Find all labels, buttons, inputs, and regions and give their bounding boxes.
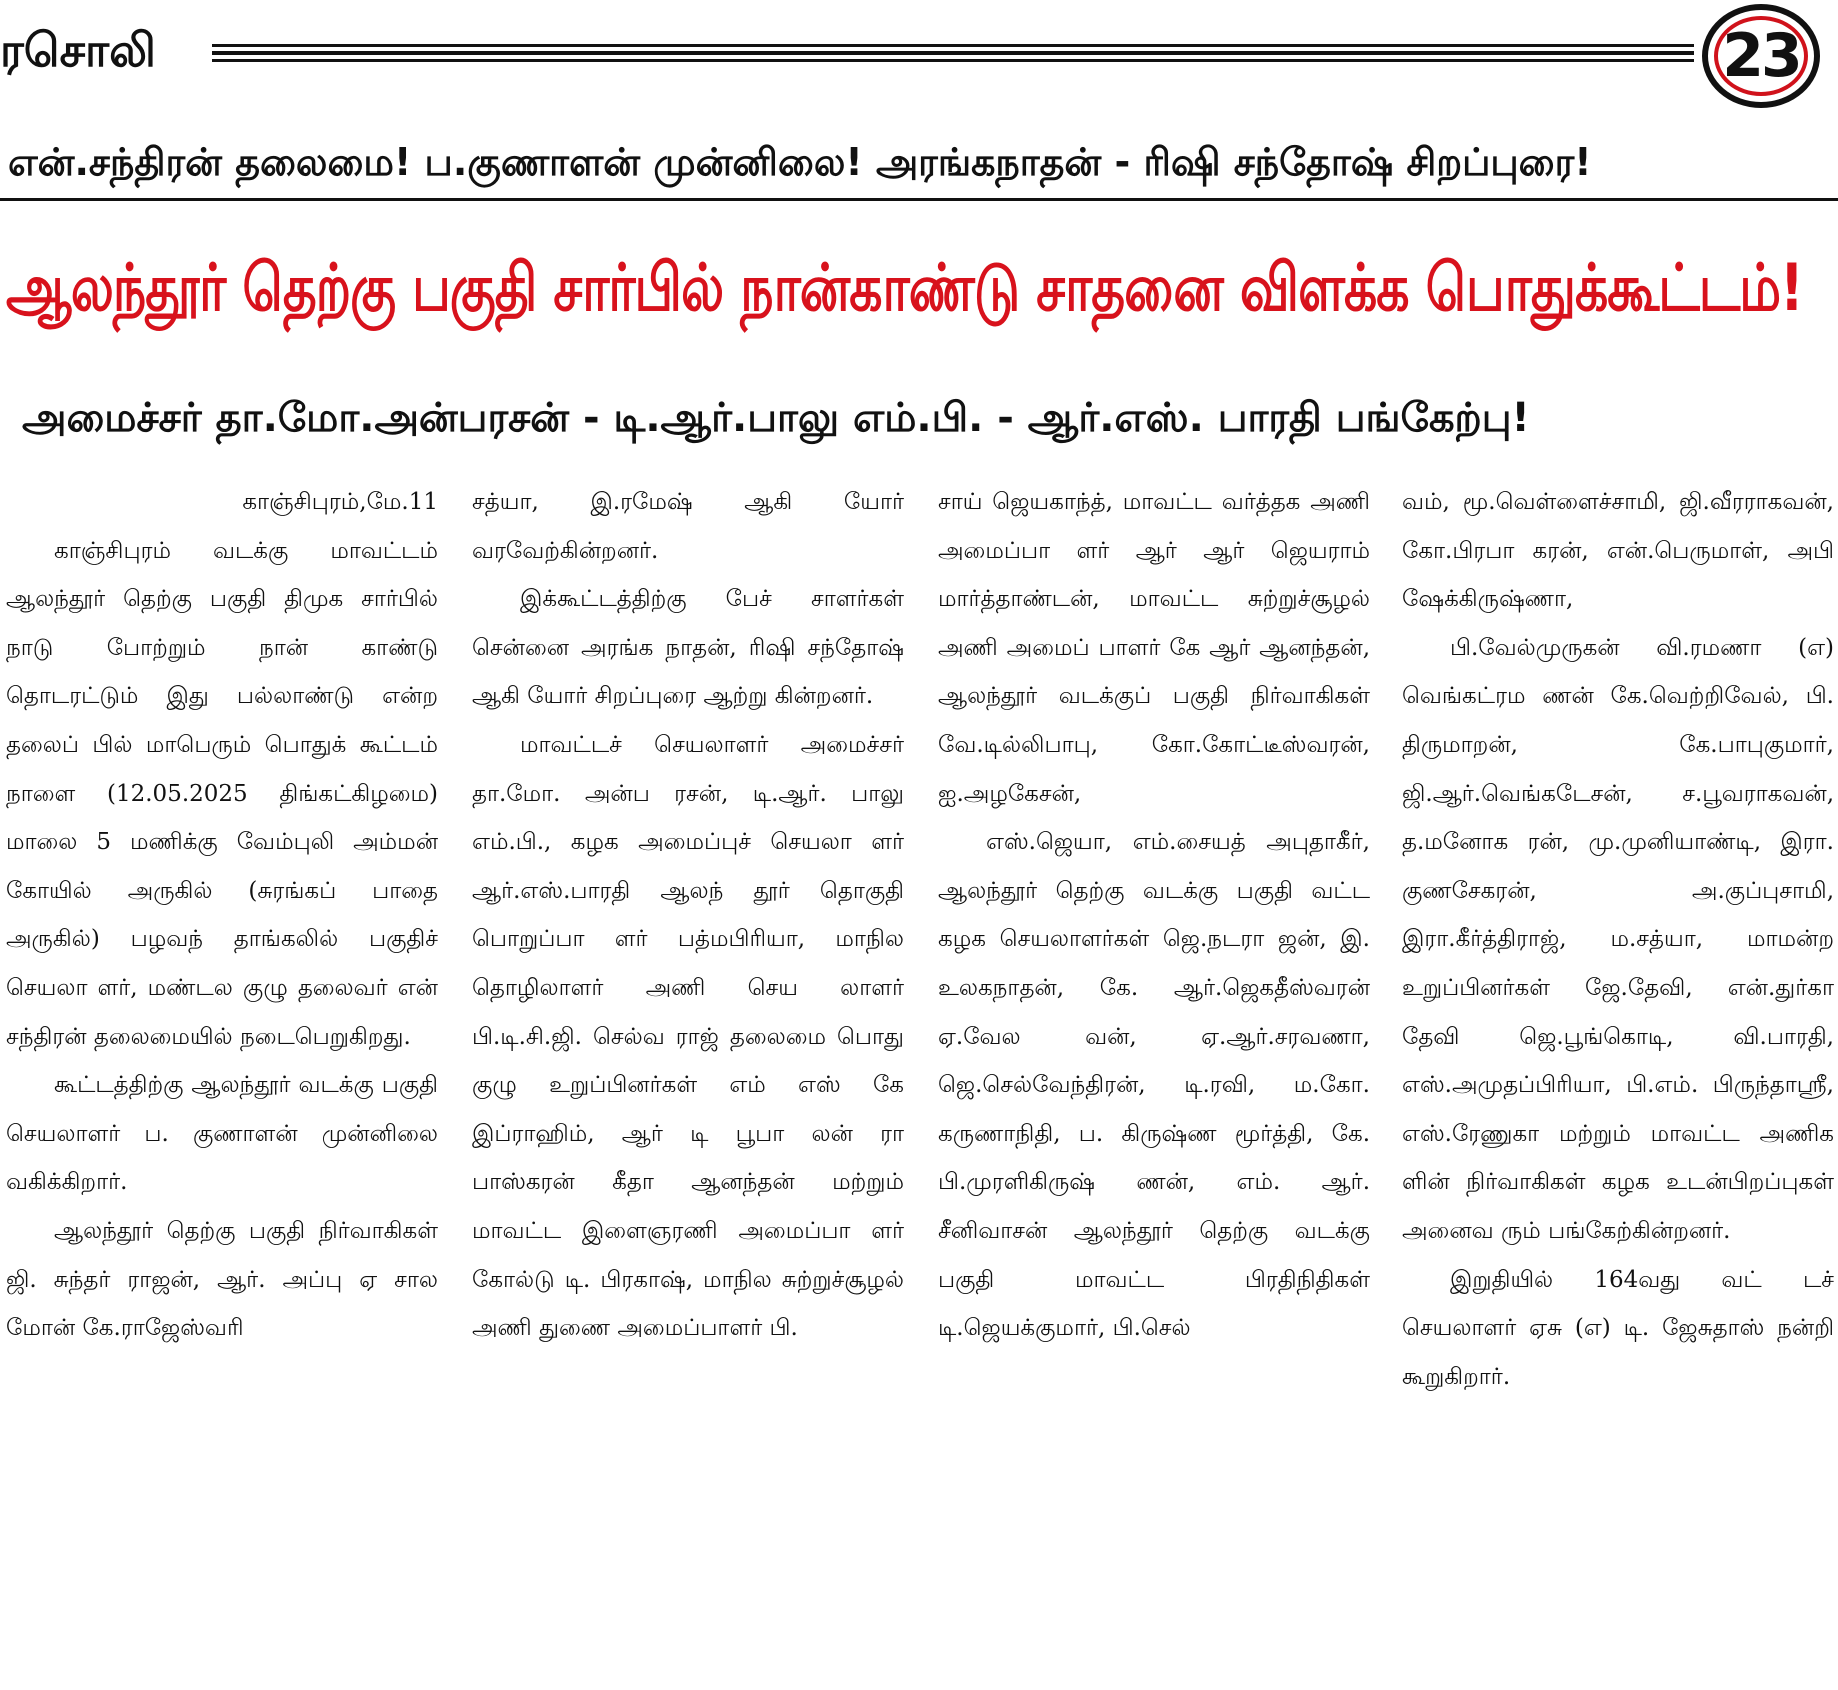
paragraph: எஸ்.ஜெயா, எம்.சையத் அபுதாகீர், ஆலந்தூர் தெற்கு வடக்கு பகுதி வட்ட கழக செயலாளர்கள் ஜெ.நடரா ஜன், இ. உலகநாதன், கே. ஆர்.ஜெகதீஸ்வரன் ஏ.வேல வன், ஏ.ஆர்.சரவணா, ஜெ.செல்வேந்திரன், டி.ரவி, ம.கோ. கருணாநிதி, ப. கிருஷ்ண மூர்த்தி, கே. பி.முரளிகிருஷ் ணன், எம். ஆர். சீனிவாசன் ஆலந்தூர் தெற்கு வடக்கு பகுதி மாவட்ட பிரதிநிதிகள் டி.ஜெயக்குமார், பி.செல்	[938, 829, 1370, 1342]
article-column-3	[938, 478, 1370, 1690]
masthead-rule	[212, 44, 1694, 62]
paragraph: பி.வேல்முருகன் வி.ரமணா (எ) வெங்கட்ரம ணன் கே.வெற்றிவேல், பி. திருமாறன், கே.பாபுகுமார், ஜி.ஆர்.வெங்கடேசன், ச.பூவராகவன், த.மனோக ரன், மு.முனியாண்டி, இரா. குணசேகரன், அ.குப்புசாமி, இரா.கீர்த்திராஜ், ம.சத்யா, மாமன்ற உறுப்பினர்கள் ஜே.தேவி, என்.துர்கா தேவி ஜெ.பூங்கொடி, வி.பாரதி, எஸ்.அமுதப்பிரியா, பி.எம். பிருந்தாஶ்ரீ, எஸ்.ரேணுகா மற்றும் மாவட்ட அணிக ளின் நிர்வாகிகள் கழக உடன்பிறப்புகள் அனைவ ரும் பங்கேற்கின்றனர்.	[1402, 634, 1834, 1244]
article-column-2	[472, 478, 904, 1690]
article-column-4	[1402, 478, 1834, 1690]
paragraph: வம், மூ.வெள்ளைச்சாமி, ஜி.வீரராகவன், கோ.பிரபா கரன், என்.பெருமாள், அபி ஷேக்கிருஷ்ணா,	[1402, 489, 1834, 613]
rule-line	[212, 59, 1694, 62]
article-body	[0, 478, 1838, 1690]
article-kicker: என்.சந்திரன் தலைமை! ப.குணாளன் முன்னிலை! அரங்கநாதன் - ரிஷி சந்தோஷ் சிறப்புரை!	[8, 140, 1592, 184]
paragraph: சத்யா, இ.ரமேஷ் ஆகி யோர் வரவேற்கின்றனர்.	[472, 489, 904, 564]
masthead	[0, 0, 1838, 110]
article-headline: ஆலந்தூர் தெற்கு பகுதி சார்பில் நான்காண்டு சாதனை விளக்க பொதுக்கூட்டம்!	[6, 251, 1803, 327]
paragraph: ஆலந்தூர் தெற்கு பகுதி நிர்வாகிகள் ஜி. சுந்தர் ராஜன், ஆர். அப்பு ஏ சால மோன் கே.ராஜேஸ்வரி	[6, 1217, 438, 1342]
dateline: காஞ்சிபுரம்,மே.11	[242, 489, 438, 515]
paragraph: காஞ்சிபுரம் வடக்கு மாவட்டம் ஆலந்தூர் தெற்கு பகுதி திமுக சார்பில் நாடு போற்றும் நான் காண்டு தொடரட்டும் இது பல்லாண்டு என்ற தலைப் பில் மாபெரும் பொதுக் கூட்டம் நாளை (12.05.2025 திங்கட்கிழமை) மாலை 5 மணிக்கு வேம்புலி அம்மன் கோயில் அருகில் (சுரங்கப் பாதை அருகில்) பழவந் தாங்கலில் பகுதிச் செயலா ளர், மண்டல குழு தலைவர் என் சந்திரன் தலைமையில் நடைபெறுகிறது.	[6, 537, 438, 1050]
page-number-badge	[1702, 4, 1820, 108]
paragraph: இறுதியில் 164வது வட் டச் செயலாளர் ஏசு (எ) டி. ஜேசுதாஸ் நன்றி கூறுகிறார்.	[1402, 1266, 1834, 1390]
paragraph: கூட்டத்திற்கு ஆலந்தூர் வடக்கு பகுதி செயலாளர் ப. குணாளன் முன்னிலை வகிக்கிறார்.	[6, 1072, 438, 1196]
paper-name: ரசொலி	[0, 23, 156, 77]
paragraph: சாய் ஜெயகாந்த், மாவட்ட வர்த்தக அணி அமைப்பா ளர் ஆர் ஆர் ஜெயராம் மார்த்தாண்டன், மாவட்ட சுற்றுச்சூழல் அணி அமைப் பாளர் கே ஆர் ஆனந்தன், ஆலந்தூர் வடக்குப் பகுதி நிர்வாகிகள் வே.டில்லிபாபு, கோ.கோட்டீஸ்வரன், ஐ.அழகேசன்,	[938, 489, 1370, 807]
article-subhead: அமைச்சர் தா.மோ.அன்பரசன் - டி.ஆர்.பாலு எம்.பி. - ஆர்.எஸ். பாரதி பங்கேற்பு!	[22, 395, 1530, 441]
paragraph: இக்கூட்டத்திற்கு பேச் சாளர்கள் சென்னை அரங்க நாதன், ரிஷி சந்தோஷ் ஆகி யோர் சிறப்புரை ஆற்று கின்றனர்.	[472, 586, 904, 710]
kicker-divider	[0, 198, 1838, 201]
rule-line	[212, 44, 1694, 47]
page-number: 23	[1722, 21, 1800, 91]
rule-line	[212, 51, 1694, 55]
article-column-1	[6, 478, 438, 1690]
paragraph: மாவட்டச் செயலாளர் அமைச்சர் தா.மோ. அன்ப ரசன், டி.ஆர். பாலு எம்.பி., கழக அமைப்புச் செயலா ளர் ஆர்.எஸ்.பாரதி ஆலந் தூர் தொகுதி பொறுப்பா ளர் பத்மபிரியா, மாநில தொழிலாளர் அணி செய லாளர் பி.டி.சி.ஜி. செல்வ ராஜ் தலைமை பொது குழு உறுப்பினர்கள் எம் எஸ் கே இப்ராஹிம், ஆர் டி பூபா லன் ரா பாஸ்கரன் கீதா ஆனந்தன் மற்றும் மாவட்ட இளைஞரணி அமைப்பா ளர் கோல்டு டி. பிரகாஷ், மாநில சுற்றுச்சூழல் அணி துணை அமைப்பாளர் பி.	[472, 731, 904, 1342]
